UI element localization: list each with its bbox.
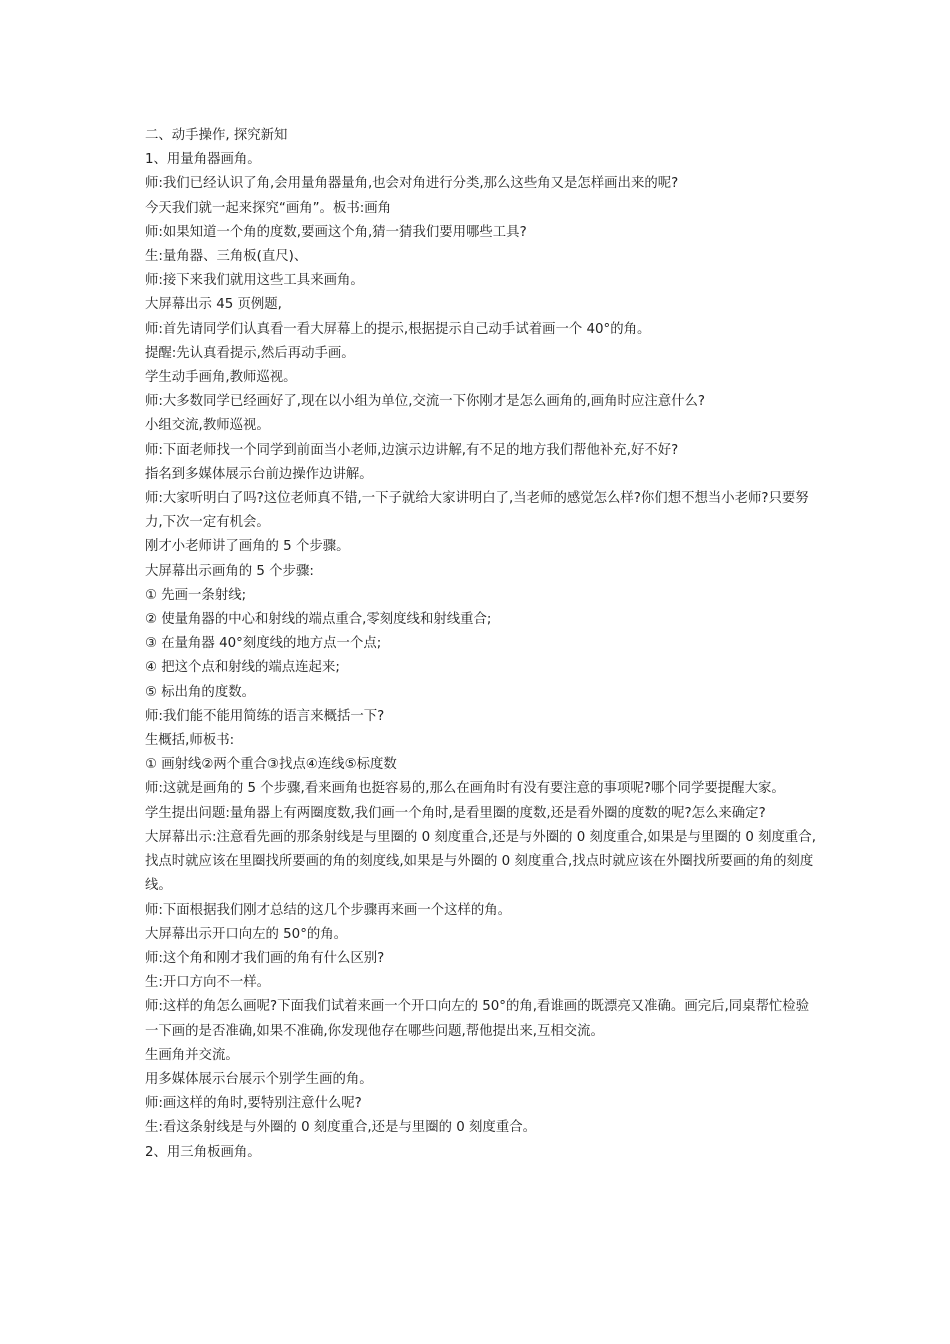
paragraph: 大屏幕出示开口向左的 50°的角。 [145, 926, 348, 942]
paragraph: 师:我们已经认识了角,会用量角器量角,也会对角进行分类,那么这些角又是怎样画出来的呢? [145, 176, 679, 192]
paragraph: 师:下面老师找一个同学到前面当小老师,边演示边讲解,有不足的地方我们帮他补充,好不好? [145, 442, 679, 458]
paragraph: 提醒:先认真看提示,然后再动手画。 [145, 345, 355, 361]
paragraph: 师:画这样的角时,要特别注意什么呢? [145, 1096, 362, 1112]
step-item: ③ 在量角器 40°刻度线的地方点一个点; [145, 636, 382, 652]
subsection-heading: 2、用三角板画角。 [145, 1144, 261, 1160]
paragraph: 学生动手画角,教师巡视。 [145, 370, 297, 386]
paragraph: 师:大家听明白了吗?这位老师真不错,一下子就给大家讲明白了,当老师的感觉怎么样?你们想不想当小老师?只要努力,下次一定有机会。 [145, 491, 809, 531]
paragraph: 师:接下来我们就用这些工具来画角。 [145, 273, 364, 289]
section-heading: 二、动手操作, 探究新知 [145, 128, 288, 143]
paragraph: 生画角并交流。 [145, 1047, 239, 1063]
paragraph: 大屏幕出示 45 页例题, [145, 297, 282, 313]
subsection-heading: 1、用量角器画角。 [145, 152, 261, 168]
document-body [145, 124, 820, 1165]
paragraph: 大屏幕出示:注意看先画的那条射线是与里圈的 0 刻度重合,还是与外圈的 0 刻度重合,如果是与里圈的 0 刻度重合,找点时就应该在里圈找所要画的角的刻度线,如果是与外圈的 0 刻度重合,找点时就应该在外圈找所要画的角的刻度线。 [145, 829, 816, 894]
paragraph: 生概括,师板书: [145, 733, 235, 749]
paragraph: 师:我们能不能用简练的语言来概括一下? [145, 708, 385, 724]
paragraph: 大屏幕出示画角的 5 个步骤: [145, 563, 314, 579]
paragraph: 小组交流,教师巡视。 [145, 418, 270, 434]
paragraph: 师:这就是画角的 5 个步骤,看来画角也挺容易的,那么在画角时有没有要注意的事项呢?哪个同学要提醒大家。 [145, 781, 785, 797]
paragraph: 用多媒体展示台展示个别学生画的角。 [145, 1071, 373, 1087]
step-summary: ① 画射线②两个重合③找点④连线⑤标度数 [145, 757, 397, 773]
paragraph: 今天我们就一起来探究“画角”。板书:画角 [145, 200, 392, 216]
paragraph: 指名到多媒体展示台前边操作边讲解。 [145, 466, 373, 482]
paragraph: 刚才小老师讲了画角的 5 个步骤。 [145, 539, 350, 555]
paragraph: 师:下面根据我们刚才总结的这几个步骤再来画一个这样的角。 [145, 902, 512, 918]
step-item: ② 使量角器的中心和射线的端点重合,零刻度线和射线重合; [145, 612, 492, 628]
paragraph: 师:这样的角怎么画呢?下面我们试着来画一个开口向左的 50°的角,看谁画的既漂亮又准确。画完后,同桌帮忙检验一下画的是否准确,如果不准确,你发现他存在哪些问题,帮他提出来,互相交流。 [145, 999, 810, 1039]
paragraph: 学生提出问题:量角器上有两圈度数,我们画一个角时,是看里圈的度数,还是看外圈的度数的呢?怎么来确定? [145, 805, 766, 821]
paragraph: 师:这个角和刚才我们画的角有什么区别? [145, 950, 385, 966]
step-item: ⑤ 标出角的度数。 [145, 684, 255, 700]
step-item: ① 先画一条射线; [145, 587, 247, 603]
paragraph: 师:首先请同学们认真看一看大屏幕上的提示,根据提示自己动手试着画一个 40°的角。 [145, 321, 651, 337]
paragraph: 生:看这条射线是与外圈的 0 刻度重合,还是与里圈的 0 刻度重合。 [145, 1120, 536, 1136]
paragraph: 生:开口方向不一样。 [145, 975, 271, 991]
paragraph: 师:如果知道一个角的度数,要画这个角,猜一猜我们要用哪些工具? [145, 224, 527, 240]
paragraph: 师:大多数同学已经画好了,现在以小组为单位,交流一下你刚才是怎么画角的,画角时应注意什么? [145, 394, 706, 410]
step-item: ④ 把这个点和射线的端点连起来; [145, 660, 340, 676]
paragraph: 生:量角器、三角板(直尺)、 [145, 249, 308, 265]
